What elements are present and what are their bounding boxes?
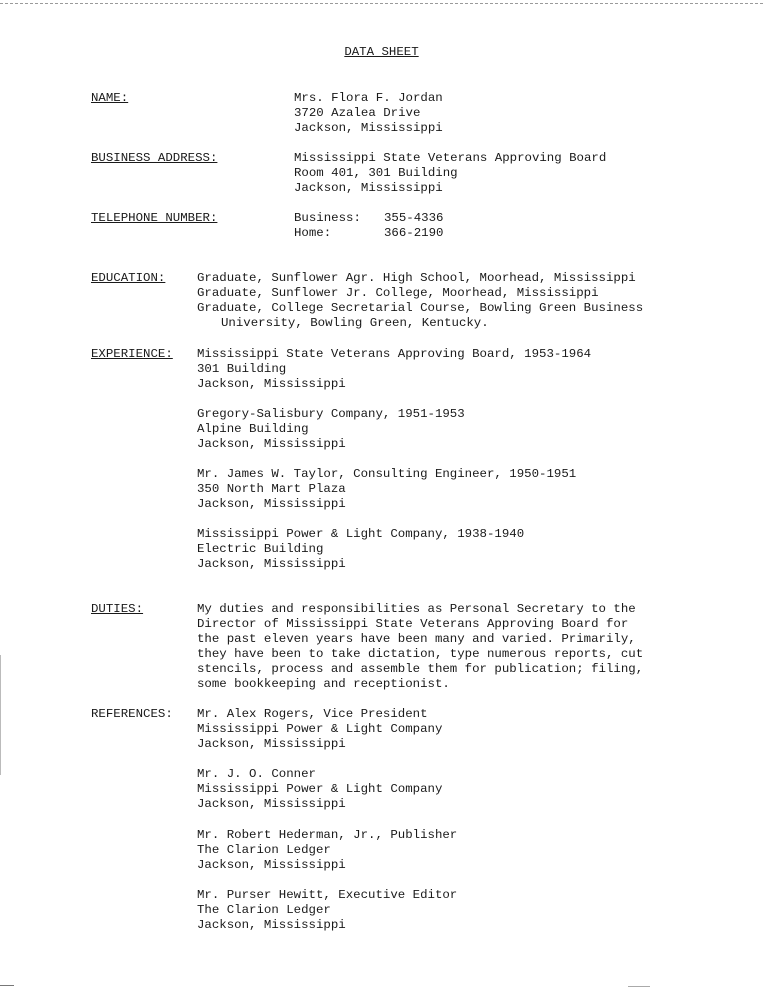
education-line: Graduate, Sunflower Jr. College, Moorhead, Mississippi [197,286,599,301]
scan-artifact [628,986,650,987]
education-line: Graduate, Sunflower Agr. High School, Moorhead, Mississippi [197,271,636,285]
duties-line: Director of Mississippi State Veterans Approving Board for [197,617,629,632]
duties-label: DUTIES: [91,602,144,616]
experience-line: Jackson, Mississippi [197,557,346,572]
experience-line: 350 North Mart Plaza [197,482,346,497]
reference-entry [197,707,442,752]
duties-paragraph [197,602,643,693]
business-address-line: Jackson, Mississippi [294,181,443,196]
scan-artifact [0,655,1,775]
business-phone-value: 355-4336 [384,211,444,225]
duties-line: the past eleven years have been many and varied. Primarily, [197,632,636,647]
experience-label: EXPERIENCE: [91,347,173,361]
home-phone-value: 366-2190 [384,226,444,241]
experience-line: Mr. James W. Taylor, Consulting Engineer, 1950-1951 [197,467,577,481]
experience-entry [197,347,591,392]
name-block [294,91,443,136]
reference-line: Jackson, Mississippi [197,737,346,752]
title-text: DATA SHEET [344,45,419,59]
experience-line: Jackson, Mississippi [197,377,346,392]
reference-line: Jackson, Mississippi [197,918,346,933]
experience-entry [197,407,465,452]
education-label: EDUCATION: [91,271,166,285]
name-label: NAME: [91,91,129,105]
business-address-label: BUSINESS ADDRESS: [91,151,218,165]
experience-line: Gregory-Salisbury Company, 1951-1953 [197,407,465,421]
scan-artifact [0,985,14,986]
reference-line: Jackson, Mississippi [197,858,346,873]
education-block [197,271,643,331]
telephone-business-row [294,211,444,226]
duties-line: they have been to take dictation, type numerous reports, cut [197,647,644,662]
reference-line: Mississippi Power & Light Company [197,782,443,797]
scan-edge-line [0,3,763,4]
reference-line: Mississippi Power & Light Company [197,722,443,737]
experience-entry [197,527,524,572]
duties-line: stencils, process and assemble them for publication; filing, [197,662,644,677]
telephone-home-row [294,226,444,241]
reference-line: Mr. Robert Hederman, Jr., Publisher [197,828,458,842]
reference-line: Mr. Alex Rogers, Vice President [197,707,428,721]
reference-entry [197,767,442,812]
experience-line: Mississippi State Veterans Approving Board, 1953-1964 [197,347,592,361]
name-line: Mrs. Flora F. Jordan [294,91,443,105]
reference-entry [197,828,457,873]
telephone-block [294,211,444,241]
reference-line: Mr. J. O. Conner [197,767,316,781]
experience-line: Jackson, Mississippi [197,497,346,512]
home-phone-label: Home: [294,226,332,241]
document-title [0,45,763,59]
experience-line: 301 Building [197,362,287,377]
experience-line: Mississippi Power & Light Company, 1938-1940 [197,527,525,541]
business-phone-label: Business: [294,211,361,225]
reference-line: The Clarion Ledger [197,903,331,918]
telephone-label: TELEPHONE NUMBER: [91,211,218,225]
reference-line: The Clarion Ledger [197,843,331,858]
reference-entry [197,888,457,933]
business-address-block [294,151,606,196]
references-label: REFERENCES: [91,707,173,721]
business-address-line: Mississippi State Veterans Approving Board [294,151,607,165]
duties-line: some bookkeeping and receptionist. [197,677,450,692]
experience-line: Alpine Building [197,422,309,437]
business-address-line: Room 401, 301 Building [294,166,458,181]
reference-line: Jackson, Mississippi [197,797,346,812]
experience-line: Electric Building [197,542,324,557]
education-line: University, Bowling Green, Kentucky. [221,316,489,331]
name-line: Jackson, Mississippi [294,121,443,136]
reference-line: Mr. Purser Hewitt, Executive Editor [197,888,458,902]
name-line: 3720 Azalea Drive [294,106,421,121]
duties-line: My duties and responsibilities as Personal Secretary to the [197,602,636,616]
education-line: Graduate, College Secretarial Course, Bowling Green Business [197,301,644,316]
experience-line: Jackson, Mississippi [197,437,346,452]
experience-entry [197,467,576,512]
